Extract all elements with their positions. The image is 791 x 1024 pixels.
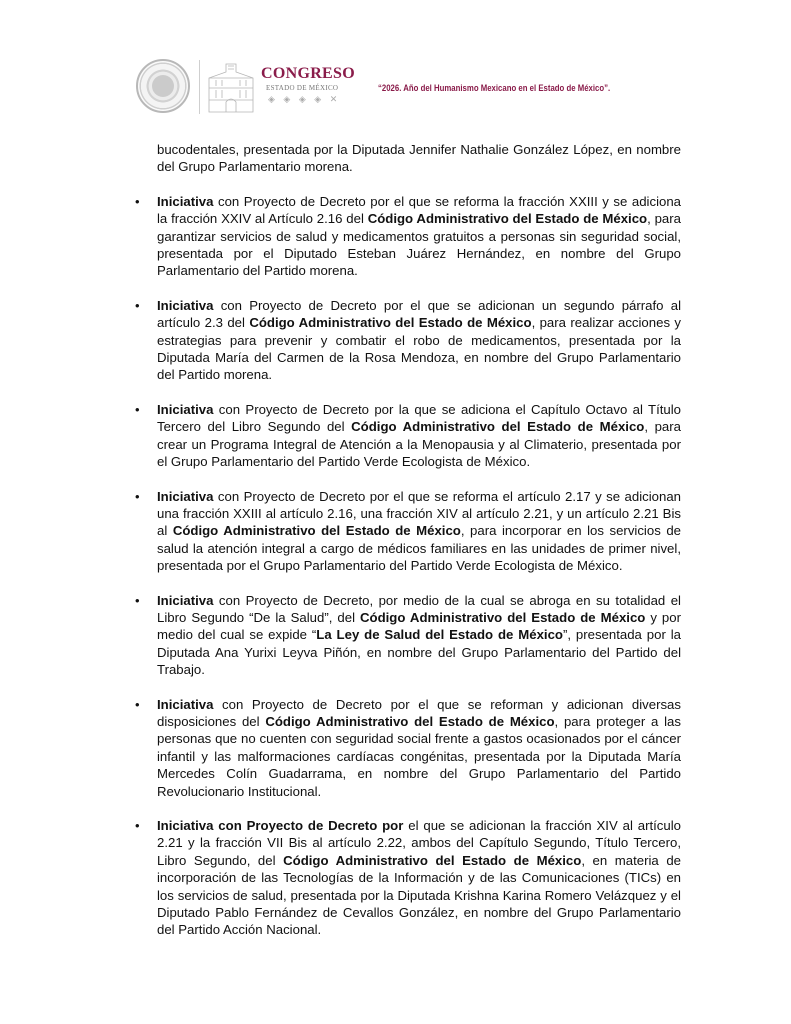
text-run: , para incorporar en los servicios de salud la atención integral a cargo de médicos familiares en las unidades de primer nivel, presentada por el Grupo Parlamentario del Partido Verde Ecologista de México. [157,523,681,574]
logo-subtitle: ESTADO DE MÉXICO [266,84,339,92]
text-run: con Proyecto de Decreto por la que se adiciona el Capítulo Octavo al Título Tercero del Libro Segundo del [157,401,681,435]
bold-text: Iniciativa con Proyecto de Decreto por [157,818,404,833]
text-run: , para proteger a las personas que no cuenten con seguridad social frente a gastos ocasionados por el cáncer infantil y las malformaciones cardíacas congénitas, presentada por la Diputada María Mercedes Colín Guadarrama, en nombre del Grupo Parlamentario del Partido Revolucionario Institucional. [157,713,681,799]
list-item-text [157,193,681,280]
list-item-text [157,696,681,800]
bold-text: La Ley de Salud del Estado de México [316,627,563,643]
bullet-icon: • [135,592,140,608]
bold-text: Iniciativa [157,696,214,712]
list-item-text [157,488,681,575]
list-item-text [157,592,681,679]
initiatives-list [135,193,682,939]
bold-text: Código Administrativo del Estado de México [367,211,648,227]
text-run: con Proyecto de Decreto por el que se reforman y adicionan diversas disposiciones del [157,696,681,729]
bold-text: Código Administrativo del Estado de México [351,419,645,435]
document-body [135,141,682,939]
bold-text: Iniciativa [157,297,214,313]
bullet-icon: • [135,297,140,313]
list-item [135,696,681,800]
bold-text: Iniciativa [157,401,214,417]
text-run: y por medio del cual se expide “ [157,609,681,643]
bullet-icon: • [135,401,140,417]
list-item-text [157,817,681,939]
bullet-icon: • [135,488,140,504]
text-run: con Proyecto de Decreto por el que se reforma el artículo 2.17 y se adicionan una fracción XXIII al artículo 2.16, una fracción XIV al artículo 2.21, y un artículo 2.21 Bis al [157,488,681,539]
bold-text: Iniciativa [157,592,214,608]
list-item-text [157,401,681,471]
text-run: con Proyecto de Decreto por el que se adicionan un segundo párrafo al artículo 2.3 del [157,297,681,331]
bold-text: Código Administrativo del Estado de México [360,609,646,625]
bullet-icon: • [135,818,140,833]
logo-ornaments-icon: ◈ ◈ ◈ ◈ ✕ [268,94,341,104]
congress-building-icon [206,58,256,114]
header-motto: “2026. Año del Humanismo Mexicano en el Estado de México”. [378,83,611,94]
state-seal-icon [136,59,190,113]
list-item [135,401,681,471]
eagle-emblem-icon [152,75,174,97]
text-run: con Proyecto de Decreto por el que se reforma la fracción XXIII y se adiciona la fracción XXIV al Artículo 2.16 del [157,193,681,227]
text-run: , en materia de incorporación de las Tecnologías de la Información y de las Comunicaciones (TICs) en los servicios de salud, presentada por la Diputada Krishna Karina Romero Velázquez y el Diputado Pablo Fernández de Cevallos González, en nombre del Grupo Parlamentario del Partido Acción Nacional. [157,852,682,938]
bold-text: Código Administrativo del Estado de México [172,523,461,539]
bold-text: Código Administrativo del Estado de México [249,315,532,331]
bold-text: Iniciativa [157,193,214,209]
bold-text: Iniciativa [157,488,214,504]
bullet-icon: • [135,193,140,209]
list-item [135,297,682,384]
page-header [0,0,791,130]
list-item [135,817,682,939]
list-item [135,488,681,575]
list-item-text [157,297,681,384]
bullet-icon: • [135,696,140,712]
list-item [135,193,681,280]
text-run: , para realizar acciones y estrategias para prevenir y combatir el robo de medicamentos, presentada por la Diputada María del Carmen de la Rosa Mendoza, en nombre del Grupo Parlamentario del Partido morena. [157,315,682,383]
text-run: , para garantizar servicios de salud y medicamentos gratuitos a personas sin seguridad social, presentada por el Diputado Esteban Juárez Hernández, en nombre del Grupo Parlamentario del Partido morena. [157,211,681,279]
logo-title: CONGRESO [261,65,355,82]
bold-text: Código Administrativo del Estado de México [283,852,582,868]
text-run: ”, presentada por la Diputada Ana Yurixi Leyva Piñón, en nombre del Grupo Parlamentario del Partido del Trabajo. [157,627,681,678]
list-item [135,592,681,679]
text-run: , para crear un Programa Integral de Atención a la Menopausia y al Climaterio, presentada por el Grupo Parlamentario del Partido Verde Ecologista de México. [157,419,681,470]
bold-text: Código Administrativo del Estado de México [265,713,555,729]
text-run: con Proyecto de Decreto, por medio de la cual se abroga en su totalidad el Libro Segundo “De la Salud”, del [157,592,681,625]
text-run: el que se adicionan la fracción XIV al artículo 2.21 y la fracción VII Bis al artículo 2.22, ambos del Capítulo Segundo, Título Tercero, Libro Segundo, del [157,818,681,868]
logo-divider [199,60,200,114]
intro-paragraph: bucodentales, presentada por la Diputada Jennifer Nathalie González López, en nombre del Grupo Parlamentario morena. [157,142,681,175]
